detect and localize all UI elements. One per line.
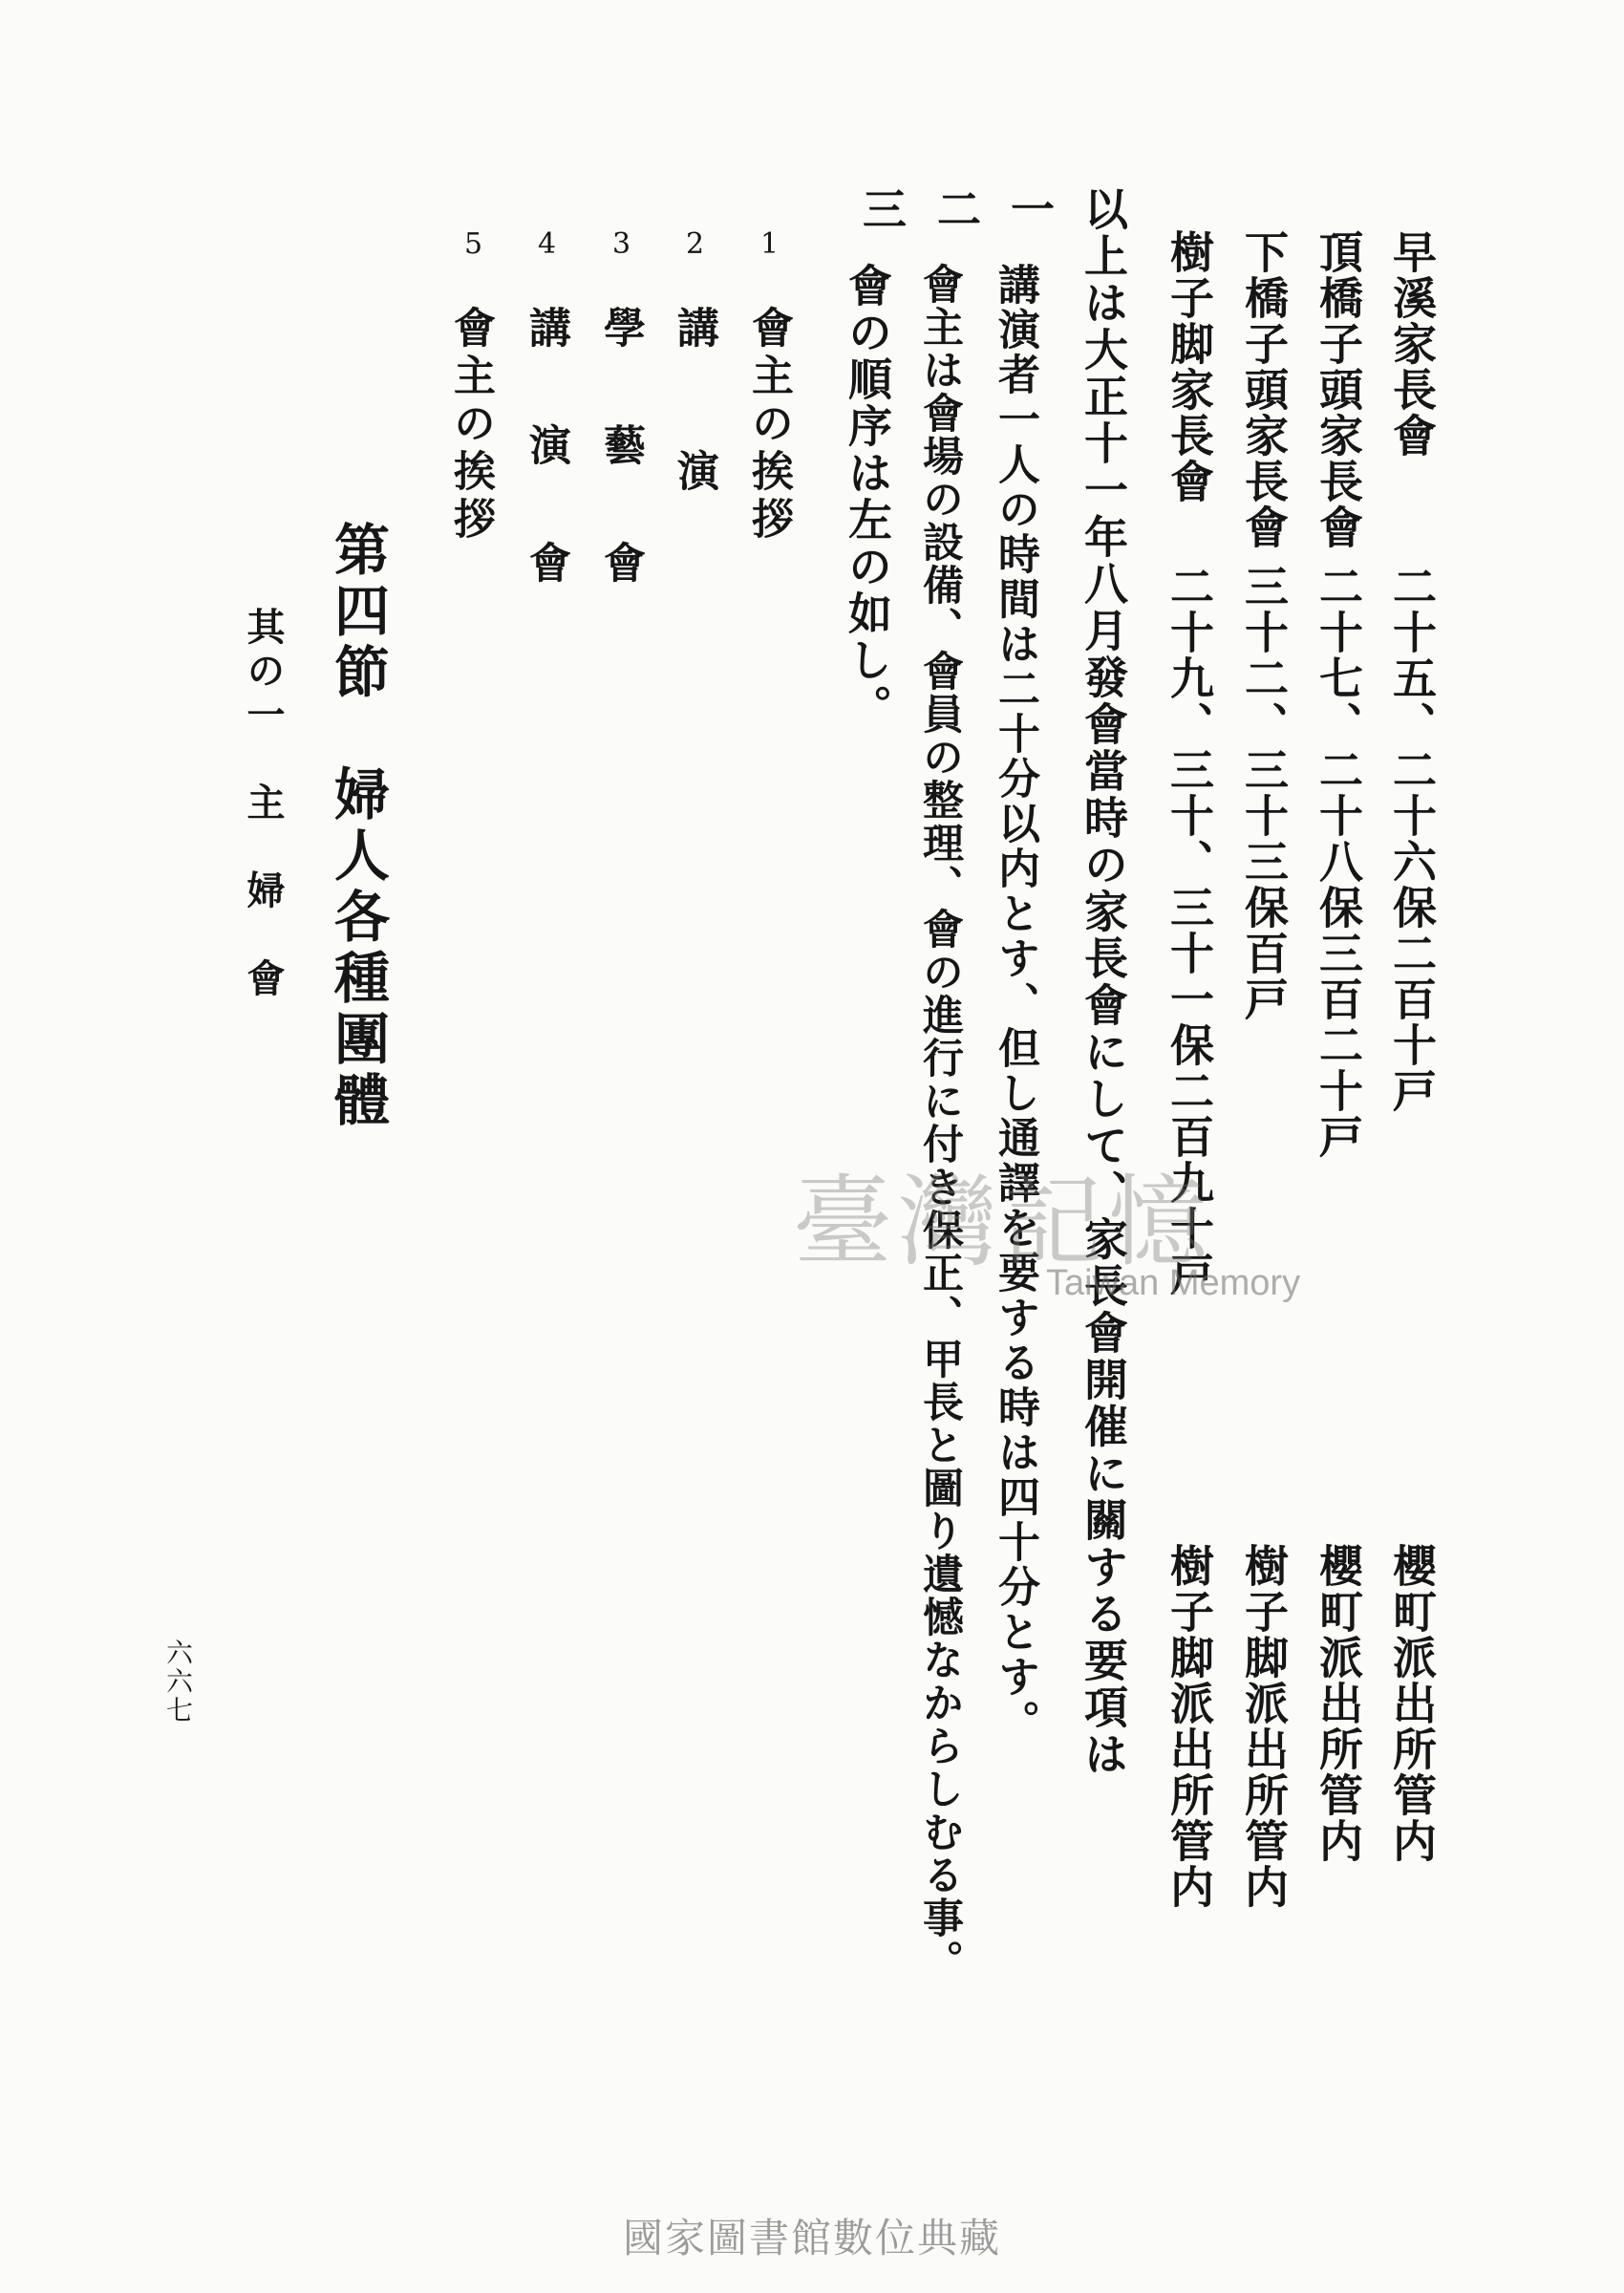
program-number: 5 [457,227,490,261]
program-number: 3 [605,227,638,261]
rule-marker: 二 [930,186,982,230]
rule-text: 講演者一人の時間は二十分以内とす、但し通譯を要する時は四十分とす。 [991,263,1039,1745]
watermark-english: Taiwan Memory [1046,1263,1301,1303]
page-number: 六六七 [162,1639,194,1725]
footer-archive-label: 國家圖書館數位典藏 [622,2215,1001,2261]
rule-marker: 一 [1004,186,1056,230]
rule-marker: 三 [856,186,908,230]
entry-name: 下橋子頭家長會 [1238,229,1290,550]
entry-detail: 二十五、二十六保二百十戸 [1386,564,1438,1114]
program-number: 2 [678,227,712,261]
entry-name: 早溪家長會 [1386,229,1438,459]
program-item: 講 演 會 [522,306,570,596]
intro-text: 以上は大正十一年八月發會當時の家長會にして、家長會開催に關する要項は [1078,186,1129,1778]
program-number: 4 [530,227,564,261]
program-item: 會主の挨拶 [744,306,793,545]
entry-detail: 二十七、二十八保三百二十戸 [1313,564,1364,1160]
entry-station: 樹子脚派出所管内 [1238,1543,1290,1910]
rule-text: 會主は會場の設備、會員の整理、會の進行に付き保正、甲長と圖り遺憾なからしむる事。 [916,263,964,1982]
program-number: 1 [753,227,786,261]
watermark-logo: 臺灣記憶 [793,1164,1214,1280]
program-item: 會主の挨拶 [446,306,495,545]
entry-name: 頂橋子頭家長會 [1313,229,1364,550]
entry-station: 樹子脚派出所管内 [1164,1543,1215,1910]
entry-station: 櫻町派出所管内 [1386,1543,1438,1864]
entry-detail: 二十九、三十、三十一保二百九十戸 [1164,564,1215,1297]
rule-text: 會の順序は左の如し。 [842,263,893,731]
program-item: 學 藝 會 [596,306,645,596]
entry-station: 櫻町派出所管内 [1313,1543,1364,1864]
section-title: 第四節 婦人各種團體 [325,521,390,1132]
program-item: 講 演 [670,306,718,497]
entry-name: 樹子脚家長會 [1164,229,1215,504]
entry-detail: 三十二、三十三保百戸 [1238,564,1290,1022]
section-subtitle: 其の一 主 婦 會 [241,607,286,1002]
